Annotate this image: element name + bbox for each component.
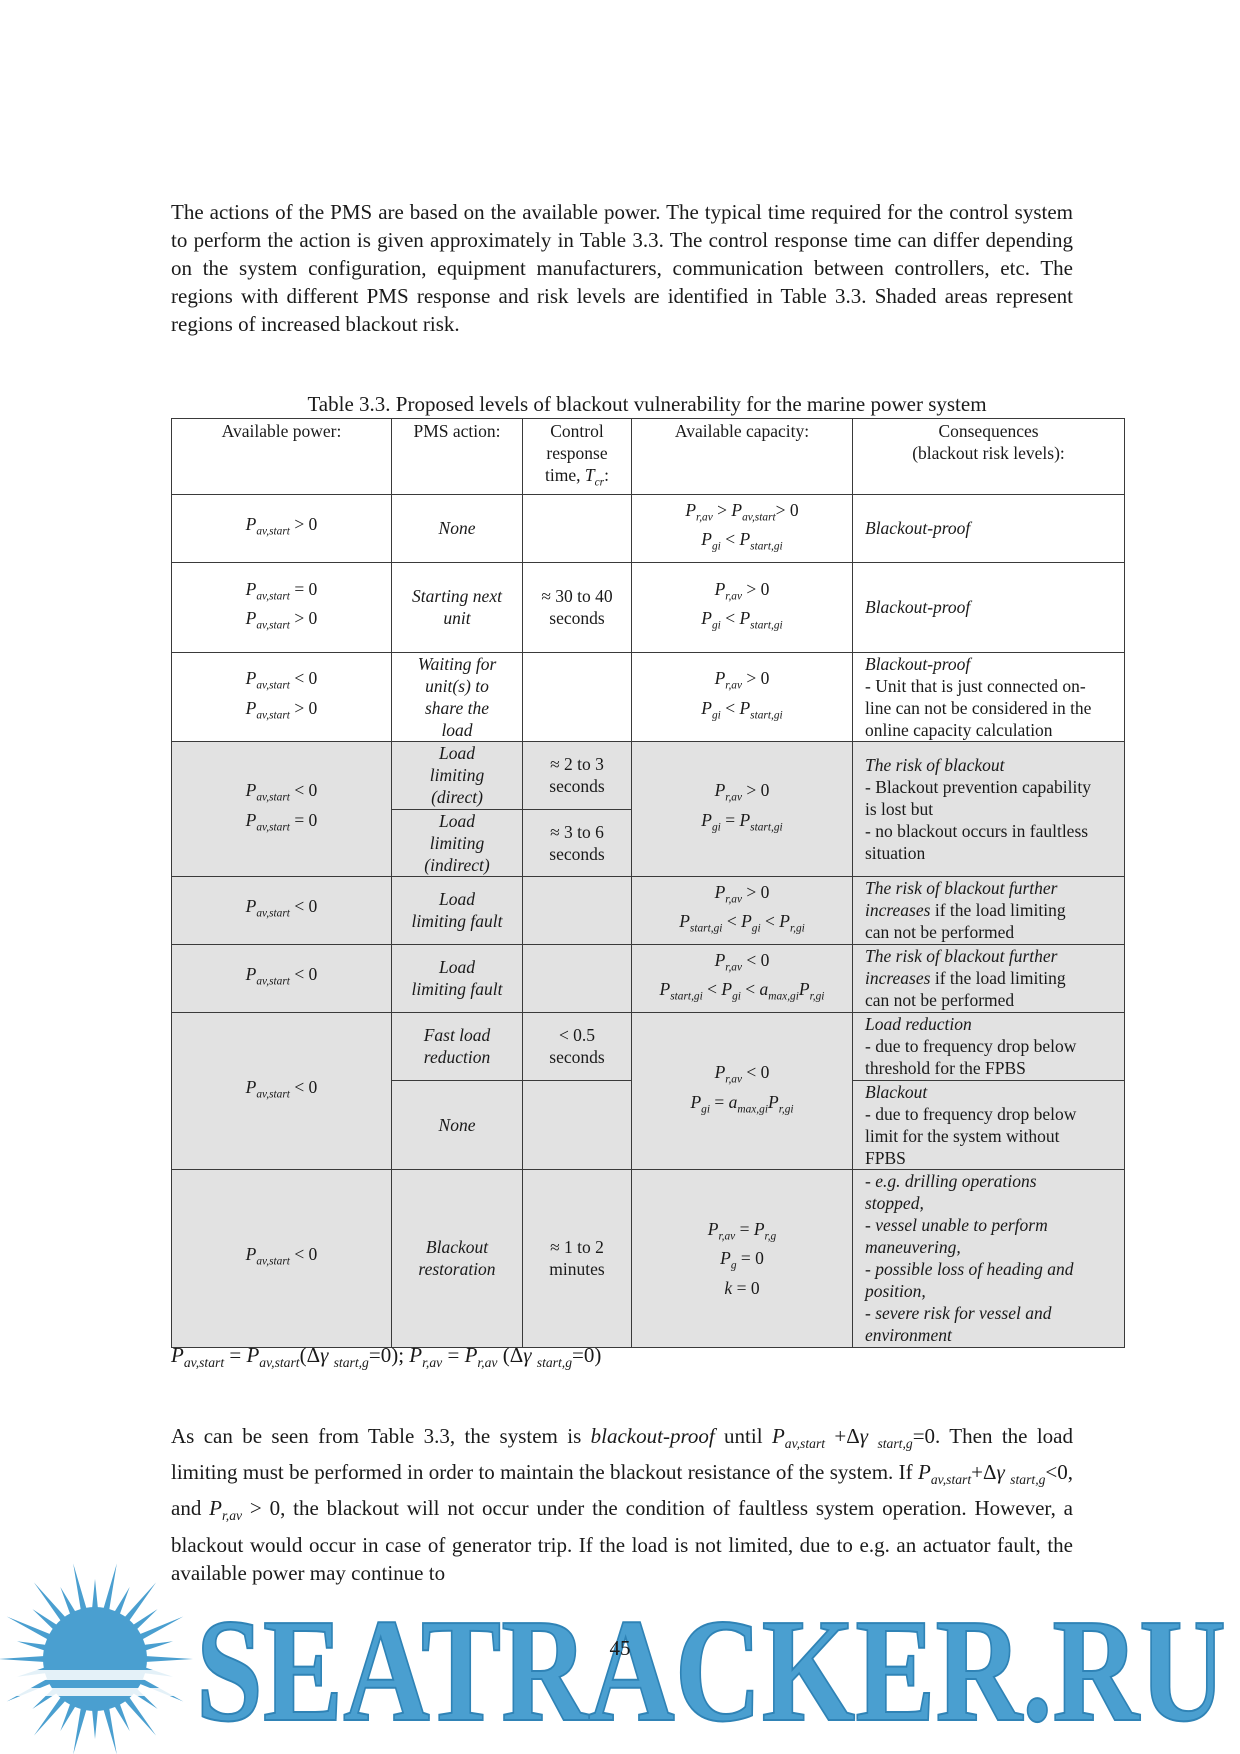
cell-power: $P_{av,start} < 0$ <box>172 944 392 1012</box>
cell-consequences: - e.g. drilling operations stopped, - vessel unable to perform maneuvering, - possible loss of heading and position, - severe risk for vessel and environment <box>853 1169 1125 1347</box>
table-footnote: $P_{av,start} = P_{av,start}(\Delta\gamma$ $_{start,g}$=0); $P_{r,av} = P_{r,av}$ (Δγ $_{start,g}$=0) <box>171 1343 602 1371</box>
table-row <box>172 876 1125 944</box>
sun-ray <box>32 1609 57 1630</box>
sun-ray <box>60 1587 76 1615</box>
sun-ray <box>114 1587 130 1615</box>
header-available-capacity: Available capacity: <box>632 419 853 495</box>
cell-action: Load limiting fault <box>392 944 523 1012</box>
header-pms-action: PMS action: <box>392 419 523 495</box>
cell-time: ≈ 30 to 40 seconds <box>523 562 632 652</box>
cell-consequences: The risk of blackout further increases if the load limiting can not be performed <box>853 876 1125 944</box>
cell-consequences: The risk of blackout further increases if the load limiting can not be performed <box>853 944 1125 1012</box>
cell-time <box>523 1080 632 1169</box>
sun-ray <box>73 1563 87 1611</box>
table-header-row <box>172 419 1125 495</box>
cell-capacity: $P_{r,av} < 0$ $P_{start,gi} < P_{gi} < a_{max,gi}P_{r,gi}$ <box>632 944 853 1012</box>
cell-capacity: $P_{r,av} > 0$ $P_{gi} = P_{start,gi}$ <box>632 741 853 876</box>
cell-time <box>523 494 632 562</box>
cell-power: $P_{av,start} < 0$ <box>172 1169 392 1347</box>
sun-ray <box>92 1579 98 1609</box>
cell-action: None <box>392 494 523 562</box>
header-available-power: Available power: <box>172 419 392 495</box>
header-consequences: Consequences (blackout risk levels): <box>853 419 1125 495</box>
table-caption: Table 3.3. Proposed levels of blackout vulnerability for the marine power system <box>307 392 987 416</box>
cell-power: $P_{av,start} < 0$ <box>172 1012 392 1169</box>
cell-action: None <box>392 1080 523 1169</box>
cell-power: $P_{av,start} < 0$ $P_{av,start} = 0$ <box>172 741 392 876</box>
intro-paragraph: The actions of the PMS are based on the available power. The typical time required for the control system to perform the action is given approximately in Table 3.3. The control response time can differ depending on the system configuration, equipment manufacturers, communication between controllers, etc. The regions with different PMS response and risk levels are identified in Table 3.3. Shaded areas represent regions of increased blackout risk. <box>171 200 1073 336</box>
cell-time <box>523 876 632 944</box>
cell-consequences: Blackout-proof <box>853 562 1125 652</box>
sun-ray <box>73 1707 87 1754</box>
cell-action: Starting next unit <box>392 562 523 652</box>
cell-action: Waiting for unit(s) to share the load <box>392 652 523 741</box>
sun-ray <box>124 1582 156 1621</box>
cell-power: $P_{av,start} > 0$ <box>172 494 392 562</box>
table-row <box>172 1169 1125 1347</box>
sun-ray <box>103 1707 117 1754</box>
sun-ray <box>132 1609 157 1630</box>
table-row <box>172 562 1125 652</box>
cell-capacity: $P_{r,av} > 0$ $P_{gi} < P_{start,gi}$ <box>632 652 853 741</box>
cell-power: $P_{av,start} = 0$ $P_{av,start} > 0$ <box>172 562 392 652</box>
sun-ray <box>34 1582 66 1621</box>
cell-action: Load limiting (direct) <box>392 741 523 809</box>
cell-capacity: $P_{r,av} < 0$ $P_{gi} = a_{max,gi}P_{r,gi}$ <box>632 1012 853 1169</box>
sun-ray <box>103 1563 117 1611</box>
table-row <box>172 1012 1125 1080</box>
cell-consequences: Blackout-proof <box>853 494 1125 562</box>
cell-time <box>523 652 632 741</box>
table-row <box>172 494 1125 562</box>
cell-action: Load limiting (indirect) <box>392 809 523 876</box>
table-row <box>172 741 1125 809</box>
cell-capacity: $P_{r,av} > P_{av,start}> 0$ $P_{gi} < P_{start,gi}$ <box>632 494 853 562</box>
table-row <box>172 944 1125 1012</box>
cell-action: Load limiting fault <box>392 876 523 944</box>
table-row <box>172 652 1125 741</box>
cell-time <box>523 944 632 1012</box>
cell-power: $P_{av,start} < 0$ $P_{av,start} > 0$ <box>172 652 392 741</box>
page-number: 45 <box>609 1636 631 1660</box>
cell-action: Blackout restoration <box>392 1169 523 1347</box>
cell-time: ≈ 2 to 3 seconds <box>523 741 632 809</box>
cell-capacity: $P_{r,av} > 0$ $P_{gi} < P_{start,gi}$ <box>632 562 853 652</box>
conclusion-paragraph: As can be seen from Table 3.3, the system is blackout-proof until $P_{av,start} +\Delta\gamma$ $_{start,g}$=0. Then the load limiting must be performed in order to maintain the blackout resistance of the system. If $P_{av,start}+\Delta\gamma$ $_{start,g}$<0, and $P_{r,av} > 0$, the blackout will not occur under the condition of faultless system operation. However, a blackout would occur in case of generator trip. If the load is not limited, due to e.g. an actuator fault, the available power may continue to <box>171 1424 1074 1585</box>
sun-ray <box>114 1703 130 1731</box>
blackout-vulnerability-table <box>171 418 1125 1348</box>
cell-consequences: Blackout-proof - Unit that is just connected on- line can not be considered in the online capacity calculation <box>853 652 1125 741</box>
cell-action: Fast load reduction <box>392 1012 523 1080</box>
cell-capacity: $P_{r,av} = P_{r,g}$ $P_g = 0$ k = 0 <box>632 1169 853 1347</box>
cell-capacity: $P_{r,av} > 0$ $P_{start,gi} < P_{gi} < P_{r,gi}$ <box>632 876 853 944</box>
cell-consequences: The risk of blackout - Blackout prevention capability is lost but - no blackout occurs in faultless situation <box>853 741 1125 876</box>
cell-time: ≈ 1 to 2 minutes <box>523 1169 632 1347</box>
sun-ray <box>124 1696 156 1735</box>
sun-ray <box>92 1709 98 1739</box>
cell-consequences: Blackout - due to frequency drop below limit for the system without FPBS <box>853 1080 1125 1169</box>
sun-ray <box>34 1696 66 1735</box>
header-response-time: Control response time, $T_{cr}$: <box>523 419 632 495</box>
watermark-text: SEATRACKER.RU <box>196 1589 1226 1753</box>
cell-time: ≈ 3 to 6 seconds <box>523 809 632 876</box>
sun-ray <box>60 1703 76 1731</box>
cell-consequences: Load reduction - due to frequency drop below threshold for the FPBS <box>853 1012 1125 1080</box>
cell-time: < 0.5 seconds <box>523 1012 632 1080</box>
cell-power: $P_{av,start} < 0$ <box>172 876 392 944</box>
